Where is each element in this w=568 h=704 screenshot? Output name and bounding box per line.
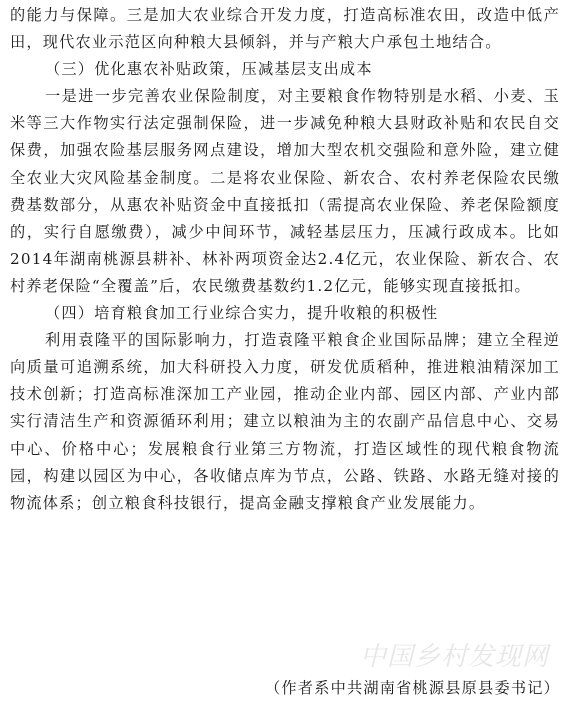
- section-heading-3: （三）优化惠农补贴政策，压减基层支出成本: [44, 60, 373, 79]
- section-heading-4: （四）培育粮食加工行业综合实力，提升收粮的积极性: [44, 304, 439, 323]
- site-watermark: 中国乡村发现网: [360, 642, 550, 672]
- article-body: [10, 0, 560, 517]
- section-3-paragraph: 一是进一步完善农业保险制度，对主要粮食作物特别是水稻、小麦、玉米等三大作物实行法定强制保险，进一步减免种粮大县财政补贴和农民自交保费，加强农险基层服务网点建设，增加大型农机交强险和意外险，建立健全农业大灾风险基金制度。二是将农业保险、新农合、农村养老保险农民缴费基数部分，从惠农补贴资金中直接抵扣（需提高农业保险、养老保险额度的，实行自愿缴费），减少中间环节，减轻基层压力，压减行政成本。比如2014年湖南桃源县耕补、林补两项资金达2.4亿元，农业保险、新农合、农村养老保险“全覆盖”后，农民缴费基数约1.2亿元，能够实现直接抵扣。: [10, 87, 560, 295]
- intro-paragraph: 的能力与保障。三是加大农业综合开发力度，打造高标准农田，改造中低产田，现代农业示范区向种粮大县倾斜，并与产粮大户承包土地结合。: [10, 6, 560, 52]
- section-4-paragraph: 利用袁隆平的国际影响力，打造袁隆平粮食企业国际品牌；建立全程逆向质量可追溯系统，加大科研投入力度，研发优质稻种，推进粮油精深加工技术创新；打造高标准深加工产业园，推动企业内部、园区内部、产业内部实行清洁生产和资源循环利用；建立以粮油为主的农副产品信息中心、交易中心、价格中心；发展粮食行业第三方物流，打造区域性的现代粮食物流园，构建以园区为中心，各收储点库为节点，公路、铁路、水路无缝对接的物流体系；创立粮食科技银行，提高金融支撑粮食产业发展能力。: [10, 331, 560, 512]
- author-note: （作者系中共湖南省桃源县原县委书记）: [265, 679, 560, 697]
